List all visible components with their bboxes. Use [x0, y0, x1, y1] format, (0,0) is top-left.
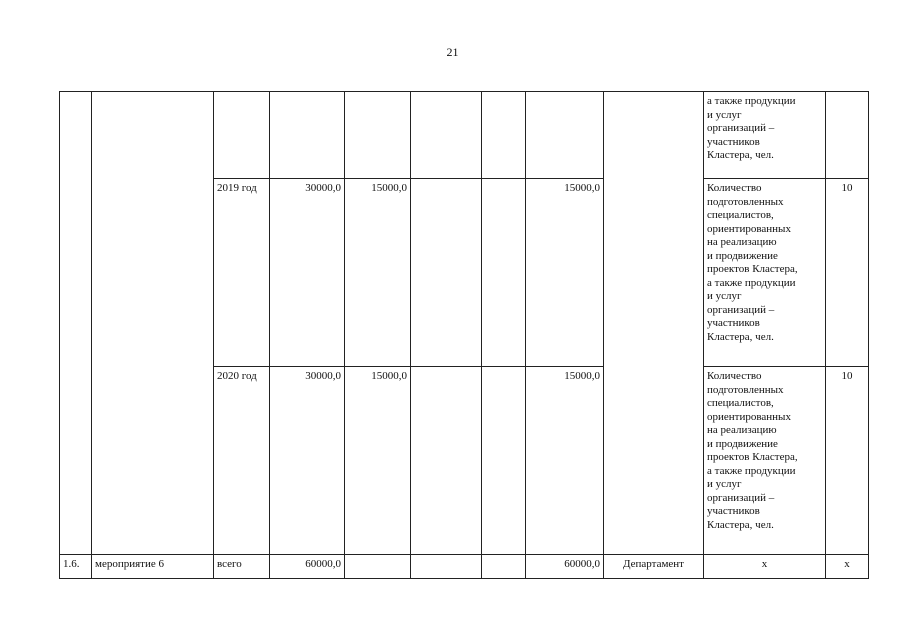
cell-number [60, 92, 92, 555]
cell-local [482, 555, 526, 579]
cell-event-name: мероприятие 6 [92, 555, 214, 579]
cell-year [214, 92, 270, 179]
cell-extra: 15000,0 [526, 367, 604, 555]
cell-regional [411, 179, 482, 367]
cell-event-name [92, 92, 214, 555]
cell-indicator: Количество подготовленных специалистов, ориентированных на реализацию и продвижение проектов Кластера, а также продукции и услуг организаций – участников Кластера, чел. [704, 367, 826, 555]
cell-total: 60000,0 [270, 555, 345, 579]
cell-extra: 60000,0 [526, 555, 604, 579]
cell-federal [345, 92, 411, 179]
cell-federal [345, 555, 411, 579]
cell-year: 2019 год [214, 179, 270, 367]
cell-regional [411, 555, 482, 579]
cell-extra: 15000,0 [526, 179, 604, 367]
cell-value: 10 [826, 179, 869, 367]
cell-local [482, 92, 526, 179]
cell-total [270, 92, 345, 179]
cell-year: 2020 год [214, 367, 270, 555]
cell-value: 10 [826, 367, 869, 555]
page-number: 21 [446, 45, 459, 59]
cell-regional [411, 367, 482, 555]
cell-value: х [826, 555, 869, 579]
program-table [59, 91, 869, 579]
cell-year: всего [214, 555, 270, 579]
table-row [60, 92, 869, 179]
cell-value [826, 92, 869, 179]
cell-local [482, 367, 526, 555]
cell-extra [526, 92, 604, 179]
cell-federal: 15000,0 [345, 367, 411, 555]
cell-federal: 15000,0 [345, 179, 411, 367]
cell-total: 30000,0 [270, 367, 345, 555]
cell-executor [604, 92, 704, 555]
table-row [60, 555, 869, 579]
cell-regional [411, 92, 482, 179]
cell-indicator: х [704, 555, 826, 579]
cell-executor: Департамент [604, 555, 704, 579]
cell-indicator: Количество подготовленных специалистов, ориентированных на реализацию и продвижение проектов Кластера, а также продукции и услуг организаций – участников Кластера, чел. [704, 179, 826, 367]
cell-number: 1.6. [60, 555, 92, 579]
cell-local [482, 179, 526, 367]
cell-indicator: а также продукции и услуг организаций – участников Кластера, чел. [704, 92, 826, 179]
cell-total: 30000,0 [270, 179, 345, 367]
